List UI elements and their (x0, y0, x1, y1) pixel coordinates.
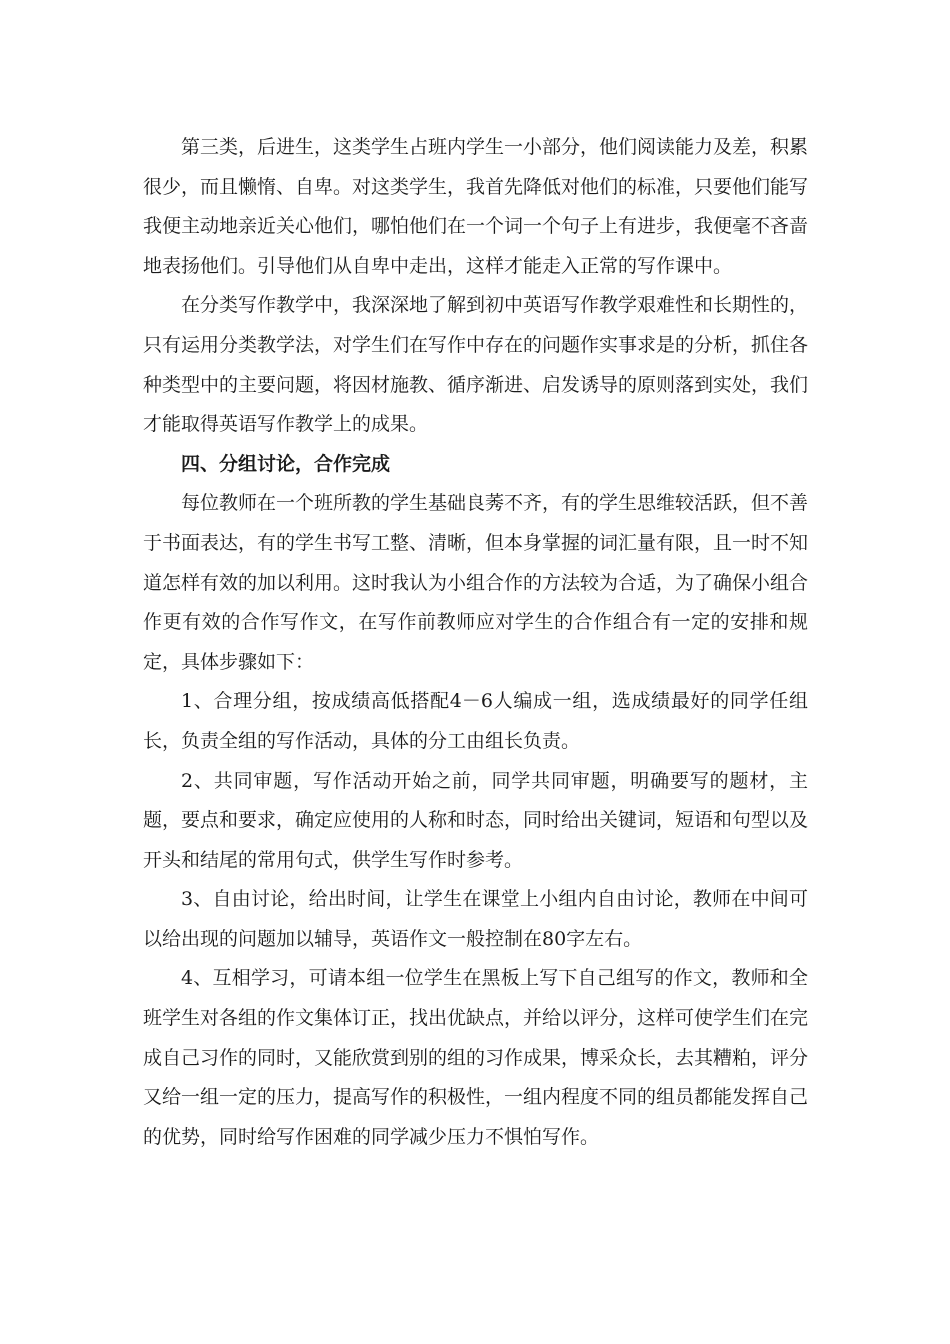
paragraph-step-3: 3、自由讨论，给出时间，让学生在课堂上小组内自由讨论，教师在中间可以给出现的问题加以辅导，英语作文一般控制在80字左右。 (143, 888, 808, 950)
paragraph-group-intro: 每位教师在一个班所教的学生基础良莠不齐，有的学生思维较活跃，但不善于书面表达，有的学生书写工整、清晰，但本身掌握的词汇量有限，且一时不知道怎样有效的加以利用。这时我认为小组合作的方法较为合适，为了确保小组合作更有效的合作写作文，在写作前教师应对学生的合作组合有一定的安排和规定，具体步骤如下： (143, 492, 809, 673)
paragraph-step-2: 2、共同审题，写作活动开始之前，同学共同审题，明确要写的题材，主题，要点和要求，确定应使用的人称和时态，同时给出关键词，短语和句型以及开头和结尾的常用句式，供学生写作时参考。 (143, 769, 809, 871)
document-body (143, 128, 808, 1157)
paragraph-classified-teaching: 在分类写作教学中，我深深地了解到初中英语写作教学艰难性和长期性的，只有运用分类教学法，对学生们在写作中存在的问题作实事求是的分析，抓住各种类型中的主要问题，将因材施教、循序渐进、启发诱导的原则落到实处，我们才能取得英语写作教学上的成果。 (143, 294, 809, 436)
paragraph-slow-learners: 第三类，后进生，这类学生占班内学生一小部分，他们阅读能力及差，积累很少，而且懒惰、自卑。对这类学生，我首先降低对他们的标准，只要他们能写我便主动地亲近关心他们，哪怕他们在一个词一个句子上有进步，我便毫不吝啬地表扬他们。引导他们从自卑中走出，这样才能走入正常的写作课中。 (143, 136, 809, 277)
section-heading: 四、分组讨论，合作完成 (181, 452, 391, 475)
paragraph-step-4: 4、互相学习，可请本组一位学生在黑板上写下自己组写的作文，教师和全班学生对各组的作文集体订正，找出优缺点，并给以评分，这样可使学生们在完成自己习作的同时，又能欣赏到别的组的习作成果，博采众长，去其糟粕，评分又给一组一定的压力，提高写作的积极性，一组内程度不同的组员都能发挥自己的优势，同时给写作困难的同学减少压力不惧怕写作。 (143, 967, 809, 1148)
paragraph-step-1: 1、合理分组，按成绩高低搭配4－6人编成一组，选成绩最好的同学任组长，负责全组的写作活动，具体的分工由组长负责。 (143, 690, 808, 752)
